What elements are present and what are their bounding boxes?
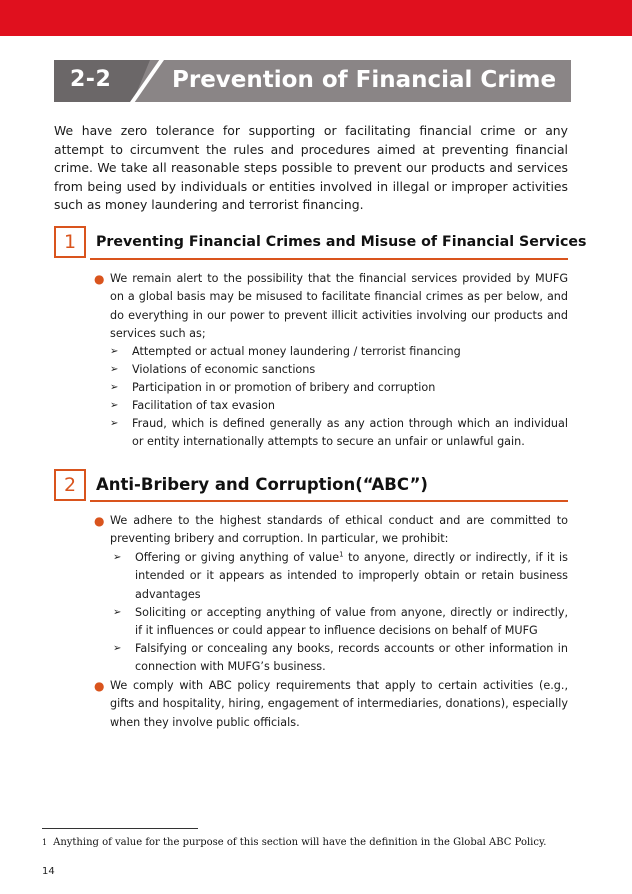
page-number: 14 bbox=[42, 866, 55, 877]
list-item bbox=[110, 343, 568, 361]
section-2-bullet-2 bbox=[94, 677, 568, 732]
footnote-text: Anything of value for the purpose of this section will have the definition in the Global ABC Policy. bbox=[53, 837, 547, 848]
bullet-dot-icon: ● bbox=[94, 272, 105, 286]
top-red-bar bbox=[0, 0, 632, 36]
footnote bbox=[42, 837, 546, 848]
list-item-text: Soliciting or accepting anything of value from anyone, directly or indirectly, if it influences or could appear to influence decisions on behalf of MUFG bbox=[135, 606, 568, 638]
list-item bbox=[113, 549, 568, 604]
page-title: Prevention of Financial Crime bbox=[172, 67, 557, 93]
list-item bbox=[110, 397, 568, 415]
arrow-bullet-icon: ➢ bbox=[110, 364, 119, 375]
list-item-text: Attempted or actual money laundering / terrorist financing bbox=[132, 345, 461, 358]
list-item-text: Falsifying or concealing any books, records accounts or other information in connection with MUFG’s business. bbox=[135, 642, 568, 674]
arrow-bullet-icon: ➢ bbox=[110, 346, 119, 357]
arrow-bullet-icon: ➢ bbox=[110, 382, 119, 393]
list-item-text: Fraud, which is defined generally as any action through which an individual or entity internationally attempts to secure an unfair or unlawful gain. bbox=[132, 417, 568, 449]
section-1-title: Preventing Financial Crimes and Misuse of Financial Services bbox=[96, 234, 587, 250]
arrow-bullet-icon: ➢ bbox=[110, 418, 119, 429]
section-2-bullet-1-text: We adhere to the highest standards of ethical conduct and are committed to preventing bribery and corruption. In particular, we prohibit: bbox=[110, 514, 568, 546]
arrow-bullet-icon: ➢ bbox=[113, 607, 122, 618]
section-1-bullet bbox=[94, 270, 568, 343]
section-number: 2-2 bbox=[70, 67, 112, 92]
section-1-rule bbox=[90, 258, 568, 260]
title-banner bbox=[54, 60, 571, 102]
list-item bbox=[113, 640, 568, 677]
arrow-bullet-icon: ➢ bbox=[113, 552, 122, 563]
list-item bbox=[110, 379, 568, 397]
list-item bbox=[113, 604, 568, 641]
section-2-rule bbox=[90, 500, 568, 502]
list-item-text: to anyone, directly or indirectly, if it is intended or it appears as intended to improperly obtain or retain business advantages bbox=[135, 551, 568, 601]
section-1-bullet-text: We remain alert to the possibility that the financial services provided by MUFG on a global basis may be misused to facilitate financial crimes as per below, and do everything in our power to prevent illicit activities involving our products and services such as; bbox=[110, 272, 568, 340]
bullet-dot-icon: ● bbox=[94, 514, 105, 528]
section-2-number-box: 2 bbox=[54, 469, 86, 501]
list-item bbox=[110, 361, 568, 379]
footnote-mark: 1 bbox=[42, 838, 48, 847]
intro-paragraph: We have zero tolerance for supporting or facilitating financial crime or any attempt to circumvent the rules and procedures aimed at preventing financial crime. We take all reasonable steps possible to prevent our products and services from being used by individuals or entities involved in illegal or improper activities such as money laundering and terrorist financing. bbox=[54, 123, 568, 213]
bullet-dot-icon: ● bbox=[94, 679, 105, 693]
arrow-bullet-icon: ➢ bbox=[110, 400, 119, 411]
list-item-text: Violations of economic sanctions bbox=[132, 363, 316, 376]
section-2-bullet-2-text: We comply with ABC policy requirements that apply to certain activities (e.g., gifts and hospitality, hiring, engagement of intermediaries, donations), especially when they involve public officials. bbox=[110, 679, 568, 729]
section-1-number-box: 1 bbox=[54, 226, 86, 258]
list-item-text: Facilitation of tax evasion bbox=[132, 399, 275, 412]
section-2-bullet-1 bbox=[94, 512, 568, 549]
section-2-title: Anti-Bribery and Corruption(“ABC”) bbox=[96, 475, 428, 494]
list-item-text: Offering or giving anything of value bbox=[135, 551, 340, 564]
list-item bbox=[110, 415, 568, 452]
arrow-bullet-icon: ➢ bbox=[113, 643, 122, 654]
footnote-reference: 1 bbox=[339, 550, 344, 559]
list-item-text: Participation in or promotion of bribery and corruption bbox=[132, 381, 436, 394]
footnote-rule bbox=[42, 828, 198, 829]
